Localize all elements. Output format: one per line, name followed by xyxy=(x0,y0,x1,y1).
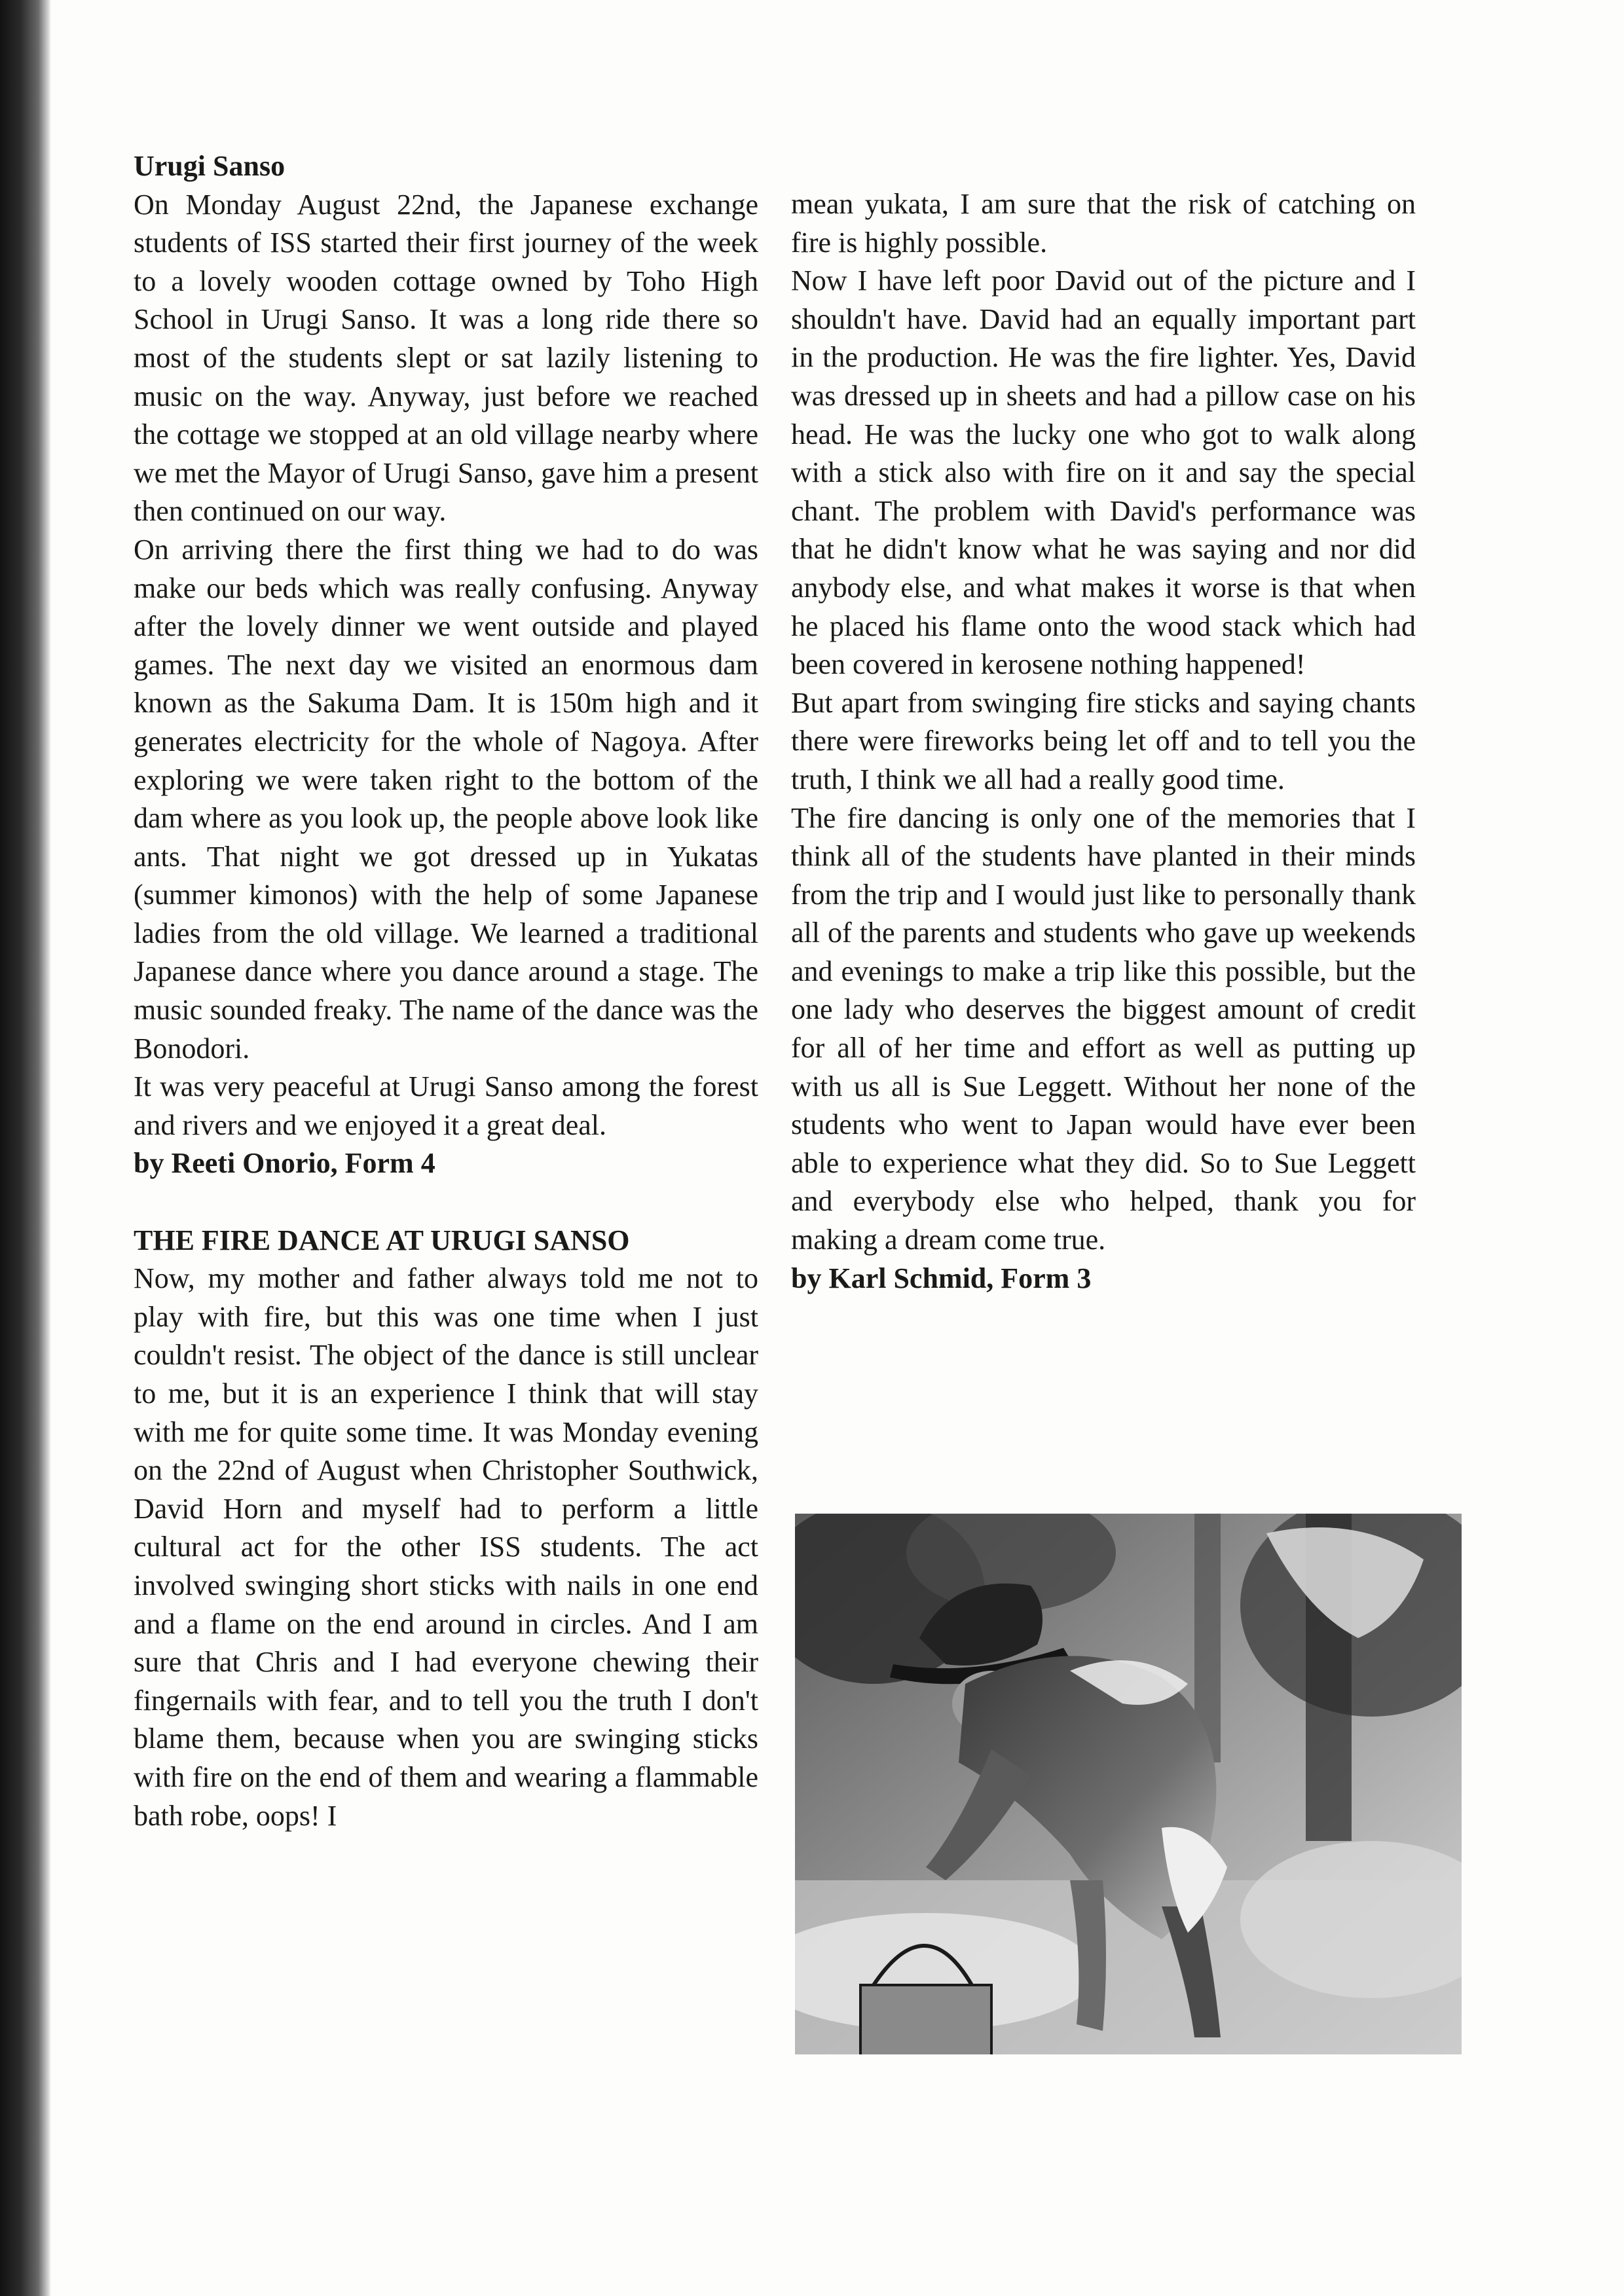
article1-paragraph: It was very peaceful at Urugi Sanso among the forest and rivers and we enjoyed it a great deal. xyxy=(134,1070,758,1141)
photo-student-in-hat-icon xyxy=(795,1514,1462,2054)
article2-title: THE FIRE DANCE AT URUGI SANSO xyxy=(134,1224,630,1256)
article2-paragraph: Now, my mother and father always told me not to play with fire, but this was one time when I just couldn't resist. The object of the dance is still unclear to me, but it is an experience I think that will stay with me for quite some time. It was Monday evening on the 22nd of August when Christopher Southwick, David Horn and myself had to perform a little cultural act for the other ISS students. The act involved swinging short sticks with nails in one end and a flame on the end around in circles. And I am sure that Chris and I had everyone chewing their fingernails with fear, and to tell you the truth I don't blame them, because when you are swinging sticks with fire on the end of them and wearing a flammable bath robe, oops! I xyxy=(134,1262,758,1832)
article2-paragraph: But apart from swinging fire sticks and saying chants there were fireworks being let off and to tell you the truth, I think we all had a really good time. xyxy=(791,686,1416,795)
section-spacer xyxy=(134,1183,758,1222)
left-column xyxy=(134,147,758,1835)
article2-paragraph-continued: mean yukata, I am sure that the risk of catching on fire is highly possible. xyxy=(791,188,1416,259)
article2-paragraph: The fire dancing is only one of the memories that I think all of the students have planted in their minds from the trip and I would just like to personally thank all of the parents and students who gave up weekends and evenings to make a trip like this possible, but the one lady who deserves the biggest amount of credit for all of her time and effort as well as putting up with us all is Sue Leggett. Without her none of the students who went to Japan would have ever been able to experience what they did. So to Sue Leggett and everybody else who helped, thank you for making a dream come true. xyxy=(791,801,1416,1256)
book-binding-shadow xyxy=(0,0,51,2296)
article2-byline: by Karl Schmid, Form 3 xyxy=(791,1262,1092,1294)
article1-byline: by Reeti Onorio, Form 4 xyxy=(134,1147,435,1180)
photo xyxy=(795,1514,1462,2054)
article2-paragraph: Now I have left poor David out of the picture and I shouldn't have. David had an equally important part in the production. He was the fire lighter. Yes, David was dressed up in sheets and had a pillow case on his head. He was the lucky one who got to walk along with a stick also with fire on it and say the special chant. The problem with David's performance was that he didn't know what he was saying and nor did anybody else, and what makes it worse is that when he placed his flame onto the wood stack which had been covered in kerosene nothing happened! xyxy=(791,264,1416,681)
right-column xyxy=(791,185,1416,1298)
article1-paragraph: On arriving there the first thing we had to do was make our beds which was really confusing. Anyway after the lovely dinner we went outside and played games. The next day we visited an enormous dam known as the Sakuma Dam. It is 150m high and it generates electricity for the whole of Nagoya. After exploring we were taken right to the bottom of the dam where as you look up, the people above look like ants. That night we got dressed up in Yukatas (summer kimonos) with the help of some Japanese ladies from the old village. We learned a traditional Japanese dance where you dance around a stage. The music sounded freaky. The name of the dance was the Bonodori. xyxy=(134,533,758,1065)
article1-title: Urugi Sanso xyxy=(134,150,286,182)
article1-paragraph: On Monday August 22nd, the Japanese exchange students of ISS started their first journey of the week to a lovely wooden cottage owned by Toho High School in Urugi Sanso. It was a long ride there so most of the students slept or sat lazily listening to music on the way. Anyway, just before we reached the cottage we stopped at an old village nearby where we met the Mayor of Urugi Sanso, gave him a present then continued on our way. xyxy=(134,188,758,528)
